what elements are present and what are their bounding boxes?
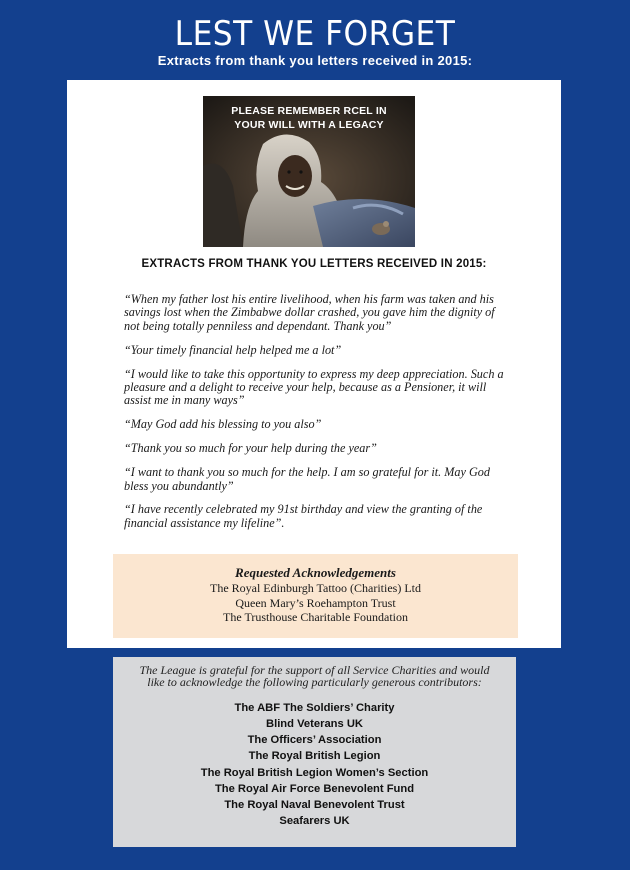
contributor-item: The Royal Naval Benevolent Trust xyxy=(224,799,405,812)
letters-panel xyxy=(67,80,561,648)
acknowledgement-line: The Trusthouse Charitable Foundation xyxy=(223,610,408,624)
quote: “Your timely financial help helped me a lot” xyxy=(124,342,342,357)
quote: “I have recently celebrated my 91st birthday and view the granting of the financial assistance my lifeline”. xyxy=(124,502,483,530)
quote: “When my father lost his entire livelihood, when his farm was taken and his savings lost when the Zimbabwe dollar crashed, you gave him the dignity of not being totally penniless and dependant. Thank you” xyxy=(124,292,495,333)
quote: “May God add his blessing to you also” xyxy=(124,417,322,432)
quotes-list xyxy=(124,293,509,541)
photo-caption: PLEASE REMEMBER RCEL IN YOUR WILL WITH A LEGACY xyxy=(231,105,387,131)
contributor-item: The Royal British Legion xyxy=(248,750,381,763)
section-title: EXTRACTS FROM THANK YOU LETTERS RECEIVED IN 2015: xyxy=(141,258,487,270)
legacy-photo xyxy=(203,96,415,247)
contributor-item: The Royal British Legion Women’s Section xyxy=(200,766,429,779)
acknowledgement-line: The Royal Edinburgh Tattoo (Charities) Ltd xyxy=(209,581,421,595)
league-intro: The League is grateful for the support of all Service Charities and would like to acknowledge the following particularly generous contributors: xyxy=(139,663,490,690)
contributor-item: The Royal Air Force Benevolent Fund xyxy=(214,782,415,795)
page-subtitle: Extracts from thank you letters received in 2015: xyxy=(157,53,473,68)
contributors-list xyxy=(113,700,516,830)
acknowledgements-title: Requested Acknowledgements xyxy=(235,565,396,580)
contributor-item: Blind Veterans UK xyxy=(266,718,363,731)
acknowledgement-line: Queen Mary’s Roehampton Trust xyxy=(235,595,396,610)
contributor-item: Seafarers UK xyxy=(279,815,350,828)
quote: “Thank you so much for your help during the year” xyxy=(124,441,377,456)
acknowledgements-box xyxy=(113,554,518,638)
contributor-item: The Officers’ Association xyxy=(247,734,382,747)
quote: “I would like to take this opportunity to express my deep appreciation. Such a pleasure and a delight to receive your help, because as a Pensioner, it will assist me in many ways” xyxy=(124,366,504,408)
quote: “I want to thank you so much for the help. I am so grateful for it. May God bless you abundantly” xyxy=(124,465,490,493)
contributor-item: The ABF The Soldiers’ Charity xyxy=(234,701,395,714)
league-contributors-box xyxy=(113,657,516,847)
page-title: LEST WE FORGET xyxy=(174,14,456,54)
